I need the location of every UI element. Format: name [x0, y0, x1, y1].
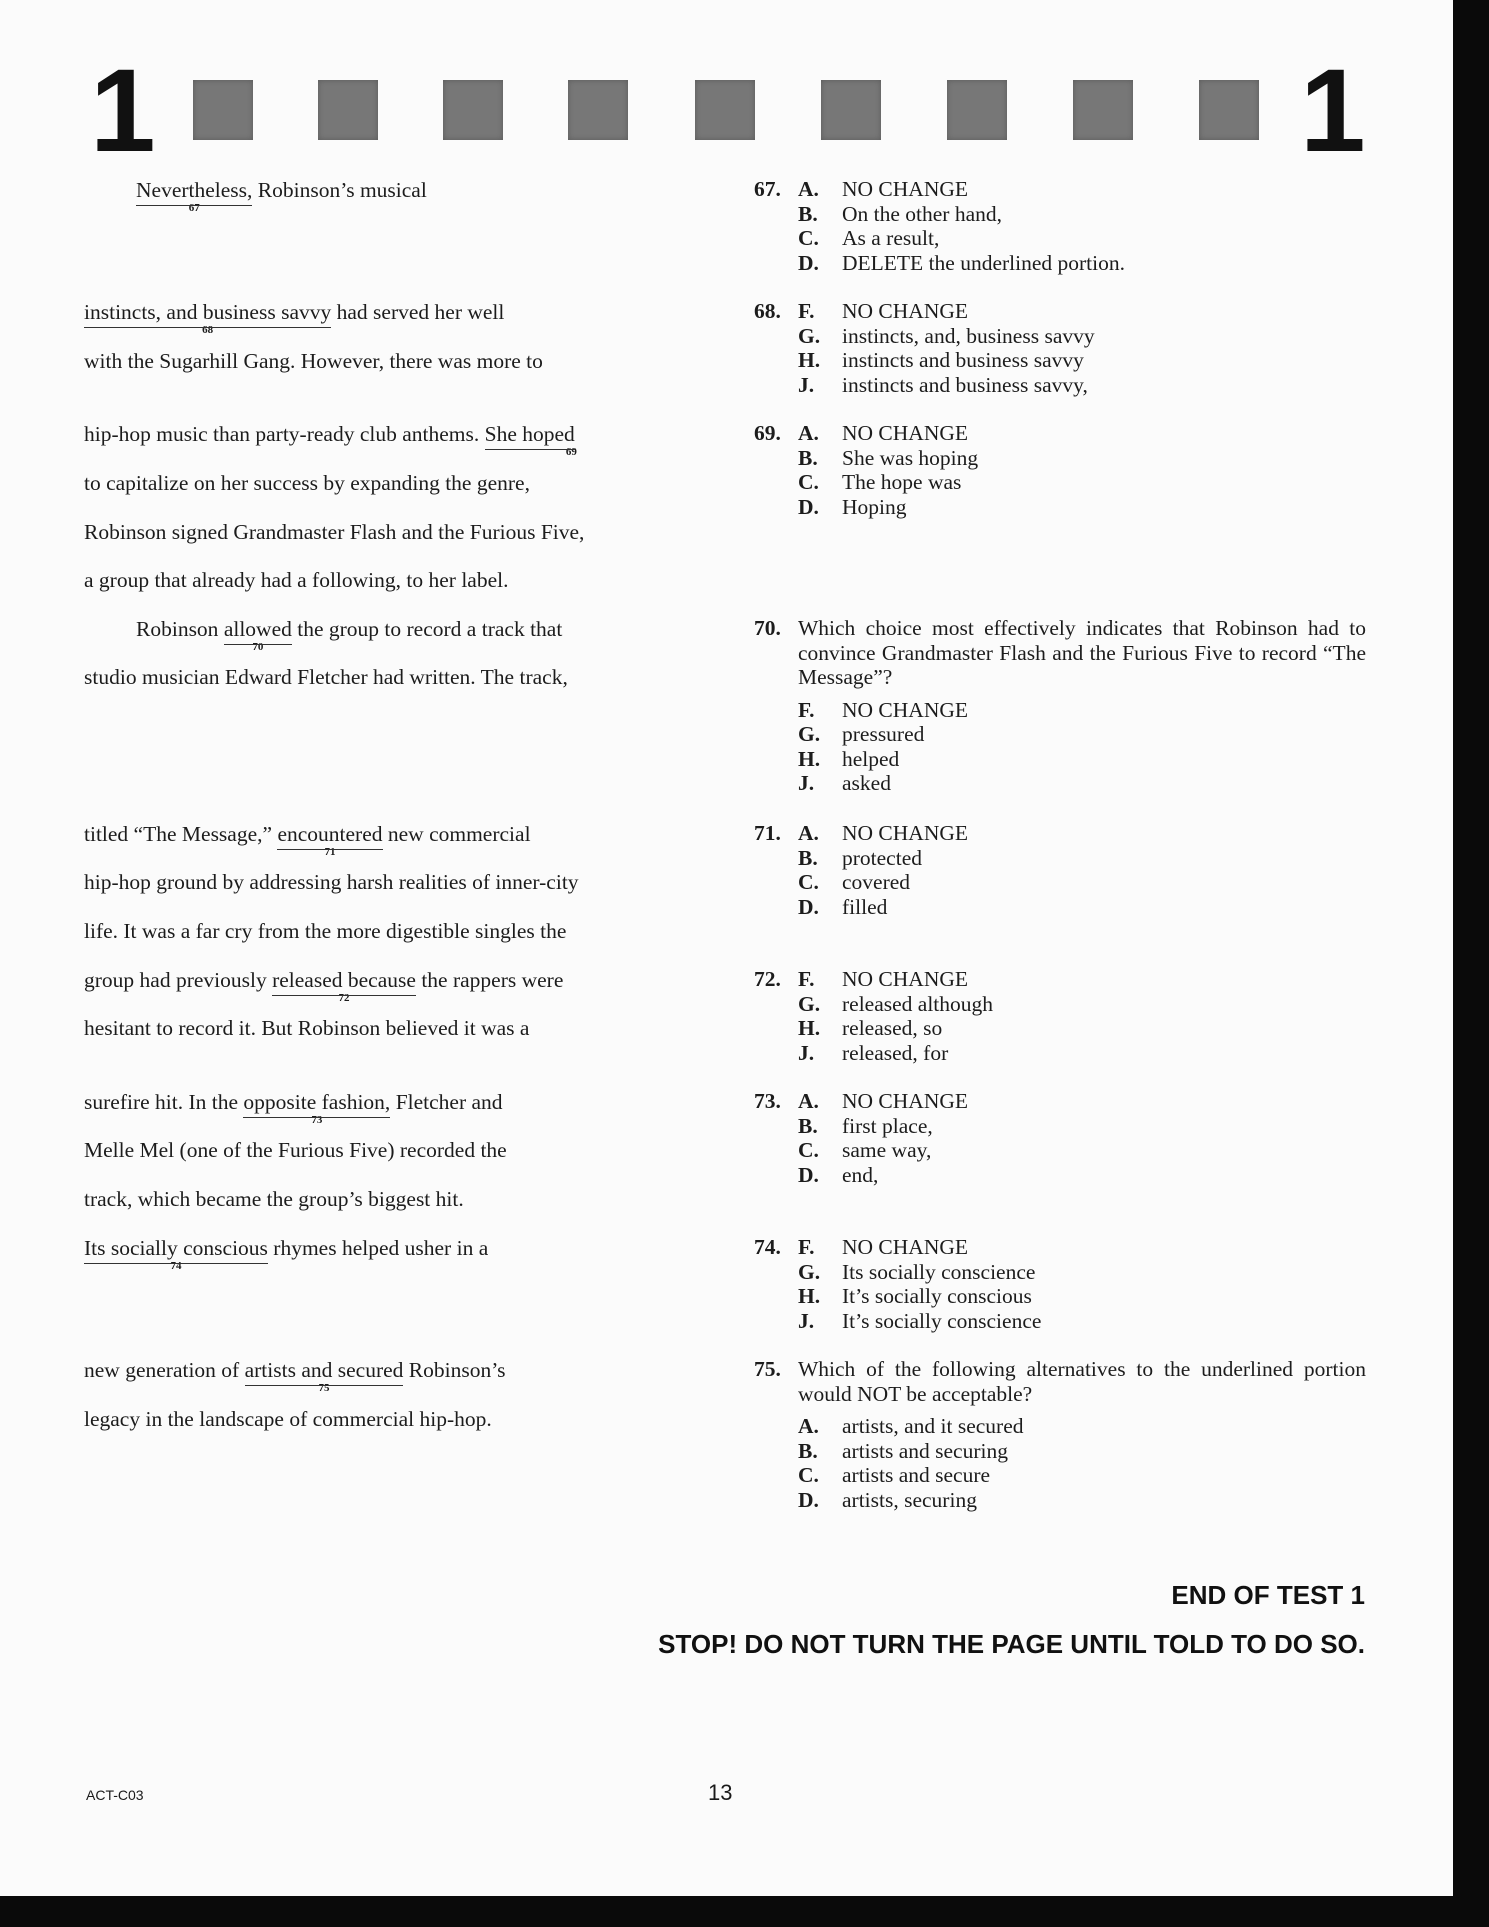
option-letter[interactable]: H. — [798, 1284, 821, 1308]
question-ref-72: 72 — [338, 992, 350, 1004]
option-text[interactable]: She was hoping — [842, 445, 979, 470]
form-code: ACT-C03 — [86, 1787, 144, 1803]
option-text[interactable]: protected — [842, 845, 922, 870]
option-text[interactable]: On the other hand, — [842, 201, 1003, 226]
underlined-portion-74: Its socially conscious 74 — [84, 1236, 268, 1272]
question-74 — [754, 1235, 1366, 1333]
option-letter[interactable]: B. — [798, 445, 818, 470]
question-number: 71. — [754, 821, 781, 845]
passage-line: track, which became the group’s biggest hit. — [84, 1187, 464, 1211]
question-ref-70: 70 — [252, 641, 264, 653]
passage-line: studio musician Edward Fletcher had written. The track, — [84, 665, 568, 689]
option-text[interactable]: asked — [842, 771, 891, 795]
option-letter[interactable]: H. — [798, 746, 821, 771]
option-text[interactable]: NO CHANGE — [842, 421, 969, 445]
passage-line: new generation of artists and secured 75 Robinson’s — [84, 1358, 506, 1394]
question-ref-73: 73 — [311, 1114, 323, 1126]
question-ref-69: 69 — [565, 446, 577, 458]
option-letter[interactable]: D. — [798, 250, 819, 275]
option-letter[interactable]: F. — [798, 1235, 815, 1259]
option-text[interactable]: NO CHANGE — [842, 177, 969, 201]
option-text[interactable]: It’s socially conscience — [842, 1308, 1042, 1333]
option-text[interactable]: artists and secure — [842, 1463, 991, 1487]
option-text[interactable]: Its socially conscience — [842, 1259, 1036, 1284]
header-block — [443, 80, 503, 140]
passage-line: with the Sugarhill Gang. However, there was more to — [84, 349, 543, 373]
option-letter[interactable]: D. — [798, 1162, 819, 1187]
question-ref-68: 68 — [202, 324, 214, 336]
question-73 — [754, 1089, 1366, 1187]
question-ref-75: 75 — [318, 1382, 330, 1394]
option-letter[interactable]: J. — [798, 372, 815, 397]
option-letter[interactable]: G. — [798, 722, 821, 746]
option-text[interactable]: first place, — [842, 1113, 933, 1138]
option-letter[interactable]: G. — [798, 991, 821, 1016]
option-text[interactable]: same way, — [842, 1138, 932, 1162]
option-text[interactable]: artists, securing — [842, 1487, 977, 1512]
option-text[interactable]: NO CHANGE — [842, 821, 969, 845]
question-67 — [754, 177, 1366, 275]
option-letter[interactable]: A. — [798, 1414, 819, 1438]
option-letter[interactable]: G. — [798, 1259, 821, 1284]
question-stem: Which choice most effectively indicates that Robinson had to convince Grandmaster Flash and the Furious Five to record “The Message”? — [798, 616, 1366, 689]
underlined-portion-67: Nevertheless, 67 — [136, 178, 253, 214]
question-72 — [754, 967, 1366, 1065]
option-letter[interactable]: H. — [798, 348, 821, 372]
header-block — [568, 80, 628, 140]
question-stem: Which of the following alternatives to the underlined portion would NOT be acceptable? — [798, 1357, 1366, 1406]
passage-line: hip-hop ground by addressing harsh realities of inner-city — [84, 870, 579, 894]
option-letter[interactable]: C. — [798, 226, 819, 250]
passage-line: surefire hit. In the opposite fashion, 73 Fletcher and — [84, 1090, 503, 1126]
option-text[interactable]: helped — [842, 746, 900, 771]
option-letter[interactable]: J. — [798, 771, 815, 795]
option-letter[interactable]: C. — [798, 1138, 819, 1162]
option-text[interactable]: artists and securing — [842, 1438, 1008, 1463]
option-letter[interactable]: B. — [798, 1438, 818, 1463]
underlined-portion-68: instincts, and business savvy 68 — [84, 300, 332, 336]
question-75 — [754, 1357, 1366, 1512]
question-number: 73. — [754, 1089, 781, 1113]
option-letter[interactable]: A. — [798, 1089, 819, 1113]
option-text[interactable]: released although — [842, 991, 994, 1016]
option-letter[interactable]: F. — [798, 697, 815, 722]
option-text[interactable]: NO CHANGE — [842, 1235, 969, 1259]
passage-line: Robinson signed Grandmaster Flash and the Furious Five, — [84, 520, 585, 544]
passage-line: a group that already had a following, to her label. — [84, 568, 509, 592]
passage-line: hesitant to record it. But Robinson believed it was a — [84, 1016, 530, 1040]
option-text[interactable]: NO CHANGE — [842, 967, 969, 991]
option-letter[interactable]: C. — [798, 470, 819, 494]
question-68 — [754, 299, 1366, 397]
section-number-left: 1 — [90, 45, 156, 177]
option-letter[interactable]: B. — [798, 201, 818, 226]
stop-instruction: STOP! DO NOT TURN THE PAGE UNTIL TOLD TO DO SO. — [658, 1629, 1365, 1659]
header-block — [695, 80, 755, 140]
passage-line: hip-hop music than party-ready club anthems. She hoped 69 — [84, 422, 577, 458]
question-number: 67. — [754, 177, 781, 201]
option-letter[interactable]: J. — [798, 1040, 815, 1065]
end-of-test-heading: END OF TEST 1 — [1171, 1580, 1365, 1610]
option-text[interactable]: The hope was — [842, 470, 962, 494]
option-text[interactable]: NO CHANGE — [842, 1089, 969, 1113]
question-ref-71: 71 — [324, 846, 336, 858]
question-70 — [754, 616, 1366, 796]
passage-line: legacy in the landscape of commercial hip-hop. — [84, 1407, 492, 1431]
option-letter[interactable]: F. — [798, 299, 815, 323]
option-letter[interactable]: A. — [798, 177, 819, 201]
option-text[interactable]: DELETE the underlined portion. — [842, 250, 1126, 275]
question-ref-67: 67 — [188, 202, 200, 214]
underlined-portion-72: released because 72 — [272, 968, 416, 1004]
underlined-portion-71: encountered 71 — [277, 822, 383, 858]
underlined-portion-70: allowed 70 — [223, 617, 292, 653]
question-number: 72. — [754, 967, 781, 991]
question-number: 68. — [754, 299, 781, 323]
option-text[interactable]: instincts and business savvy — [842, 348, 1084, 372]
underlined-portion-73: opposite fashion, 73 — [243, 1090, 391, 1126]
option-letter[interactable]: B. — [798, 1113, 818, 1138]
header-block — [318, 80, 378, 140]
header-block — [193, 80, 253, 140]
option-text[interactable]: As a result, — [842, 226, 940, 250]
passage-line: Nevertheless, 67 Robinson’s musical — [136, 178, 427, 214]
option-letter[interactable]: A. — [798, 821, 819, 845]
passage-line: life. It was a far cry from the more digestible singles the — [84, 919, 567, 943]
option-text[interactable]: released, so — [842, 1016, 943, 1040]
question-number: 69. — [754, 421, 781, 445]
question-number: 74. — [754, 1235, 781, 1259]
option-letter[interactable]: H. — [798, 1016, 821, 1040]
underlined-portion-75: artists and secured 75 — [244, 1358, 404, 1394]
question-number: 70. — [754, 616, 781, 640]
header-block — [947, 80, 1007, 140]
option-letter[interactable]: J. — [798, 1308, 815, 1333]
passage-line: Robinson allowed 70 the group to record a track that — [136, 617, 563, 653]
question-69 — [754, 421, 1366, 519]
option-letter[interactable]: A. — [798, 421, 819, 445]
passage-line: group had previously released because 72 the rappers were — [84, 968, 564, 1004]
option-text[interactable]: artists, and it secured — [842, 1414, 1024, 1438]
option-text[interactable]: end, — [842, 1162, 879, 1187]
option-letter[interactable]: C. — [798, 870, 819, 894]
section-number-right: 1 — [1300, 45, 1366, 177]
option-text[interactable]: pressured — [842, 722, 925, 746]
option-letter[interactable]: B. — [798, 845, 818, 870]
page-number: 13 — [708, 1780, 733, 1805]
option-text[interactable]: NO CHANGE — [842, 697, 969, 722]
passage-line: Melle Mel (one of the Furious Five) recorded the — [84, 1138, 507, 1162]
question-number: 75. — [754, 1357, 781, 1381]
question-71 — [754, 821, 1366, 919]
passage-line: Its socially conscious 74 rhymes helped usher in a — [84, 1236, 489, 1272]
question-ref-74: 74 — [170, 1260, 182, 1272]
passage-line: titled “The Message,” encountered 71 new commercial — [84, 822, 531, 858]
option-text[interactable]: covered — [842, 870, 911, 894]
option-letter[interactable]: G. — [798, 323, 821, 348]
header-block — [1073, 80, 1133, 140]
header-block — [1199, 80, 1259, 140]
option-text[interactable]: It’s socially conscious — [842, 1284, 1032, 1308]
option-text[interactable]: released, for — [842, 1040, 949, 1065]
option-letter[interactable]: D. — [798, 1487, 819, 1512]
header-block — [821, 80, 881, 140]
option-letter[interactable]: C. — [798, 1463, 819, 1487]
passage-line: instincts, and business savvy 68 had served her well — [84, 300, 505, 336]
option-text[interactable]: instincts, and, business savvy — [842, 323, 1095, 348]
underlined-portion-69: She hoped 69 — [484, 422, 577, 458]
option-text[interactable]: Hoping — [842, 494, 907, 519]
passage-line: to capitalize on her success by expanding the genre, — [84, 471, 530, 495]
option-text[interactable]: filled — [842, 894, 888, 919]
option-letter[interactable]: D. — [798, 494, 819, 519]
option-text[interactable]: NO CHANGE — [842, 299, 969, 323]
option-letter[interactable]: D. — [798, 894, 819, 919]
option-letter[interactable]: F. — [798, 967, 815, 991]
option-text[interactable]: instincts and business savvy, — [842, 372, 1088, 397]
